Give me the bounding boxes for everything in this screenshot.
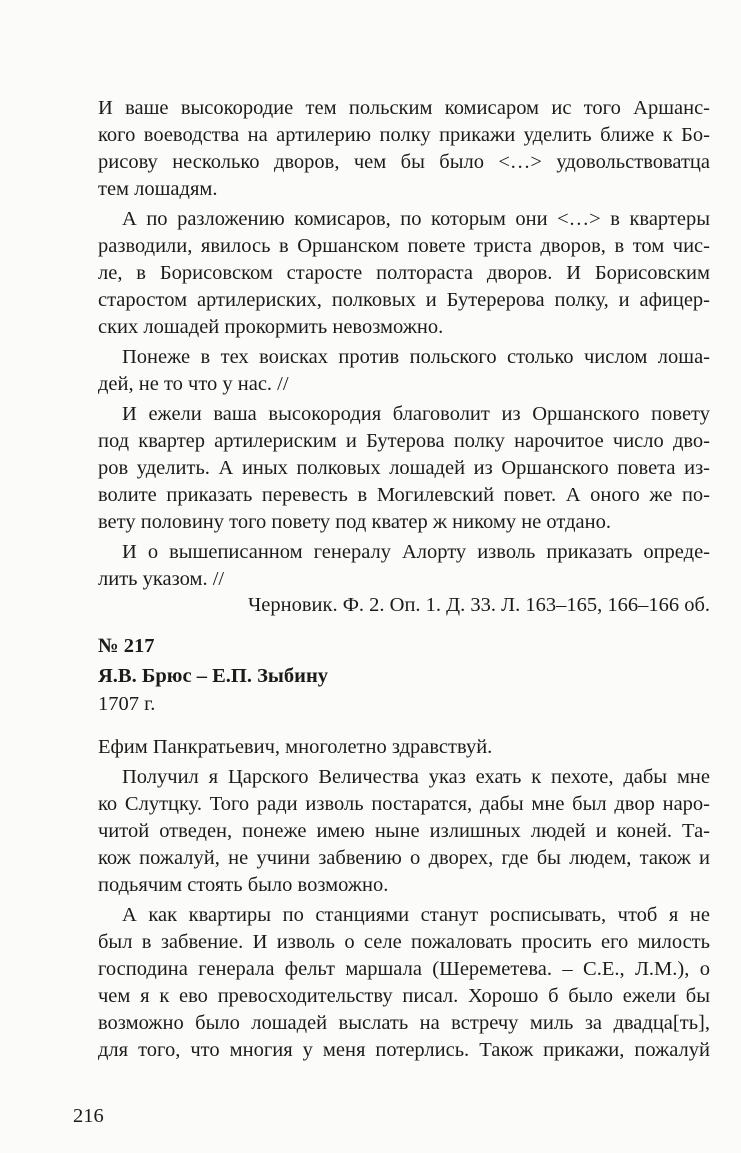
text-line: вету половину того повету под кватер ж никому не отдано. [98, 511, 611, 533]
text-line: волите приказать перевесть в Могилевский повет. А оного же по- [98, 484, 710, 506]
text-line: И о вышеписанном генералу Алорту изволь приказать опреде- [122, 541, 710, 563]
text-line: чем я к ево превосходительству писал. Хорошо б было ежели бы [98, 985, 710, 1007]
text-line: Получил я Царского Величества указ ехать к пехоте, дабы мне [122, 766, 710, 788]
text-line: господина генерала фельт маршала (Шереметева. – С.Е., Л.М.), о [98, 958, 710, 980]
text-line: дей, не то что у нас. // [98, 373, 289, 395]
text-line: подьячим стоять было возможно. [98, 874, 389, 896]
document-date: 1707 г. [98, 693, 156, 715]
text-line: был в забвение. И изволь о селе пожаловать просить его милость [98, 931, 710, 953]
text-line: возможно было лошадей выслать на встречу миль за двадца[ть], [98, 1012, 710, 1034]
source-reference: Черновик. Ф. 2. Оп. 1. Д. 33. Л. 163–165, 166–166 об. [247, 594, 710, 616]
document-number: № 217 [98, 635, 155, 657]
text-line: ских лошадей прокормить невозможно. [98, 316, 444, 338]
text-line: для того, что многия у меня потерлись. Також прикажи, пожалуй [98, 1039, 710, 1061]
text-line: кого воеводства на артилерию полку прикажи уделить ближе к Бо- [98, 124, 710, 146]
page-number: 216 [73, 1105, 104, 1127]
text-line: кож пожалуй, не учини забвению о дворех, где бы людем, також и [98, 847, 710, 869]
text-line: под квартер артилериским и Бутерова полку нарочитое число дво- [98, 430, 710, 452]
text-line: Ефим Панкратьевич, многолетно здравствуй. [98, 736, 493, 758]
text-line: ров уделить. А иных полковых лошадей из Оршанского повета из- [98, 457, 710, 479]
document-title: Я.В. Брюс – Е.П. Зыбину [98, 665, 329, 687]
text-line: разводили, явилось в Оршанском повете триста дворов, в том чис- [98, 235, 710, 257]
text-line: ле, в Борисовском старосте полтораста дворов. И Борисовским [98, 262, 710, 284]
text-line: читой отведен, понеже имею ныне излишных людей и коней. Та- [98, 820, 710, 842]
text-line: И ежели ваша высокородия благоволит из Оршанского повету [122, 403, 710, 425]
text-line: лить указом. // [98, 568, 225, 590]
text-line: И ваше высокородие тем польским комисаром ис того Аршанс- [98, 97, 710, 119]
text-line: Понеже в тех воисках против польского столько числом лоша- [122, 346, 710, 368]
text-line: тем лошадям. [98, 178, 218, 200]
text-line: рисову несколько дворов, чем бы было <…> удовольствоватца [98, 151, 710, 173]
text-line: ко Слутцку. Того ради изволь постаратся, дабы мне был двор наро- [98, 793, 710, 815]
text-line: А как квартиры по станциями станут росписывать, чтоб я не [122, 904, 710, 926]
text-line: А по разложению комисаров, по которым они <…> в квартеры [122, 208, 710, 230]
text-line: старостом артилериских, полковых и Бутерерова полку, и афицер- [98, 289, 710, 311]
